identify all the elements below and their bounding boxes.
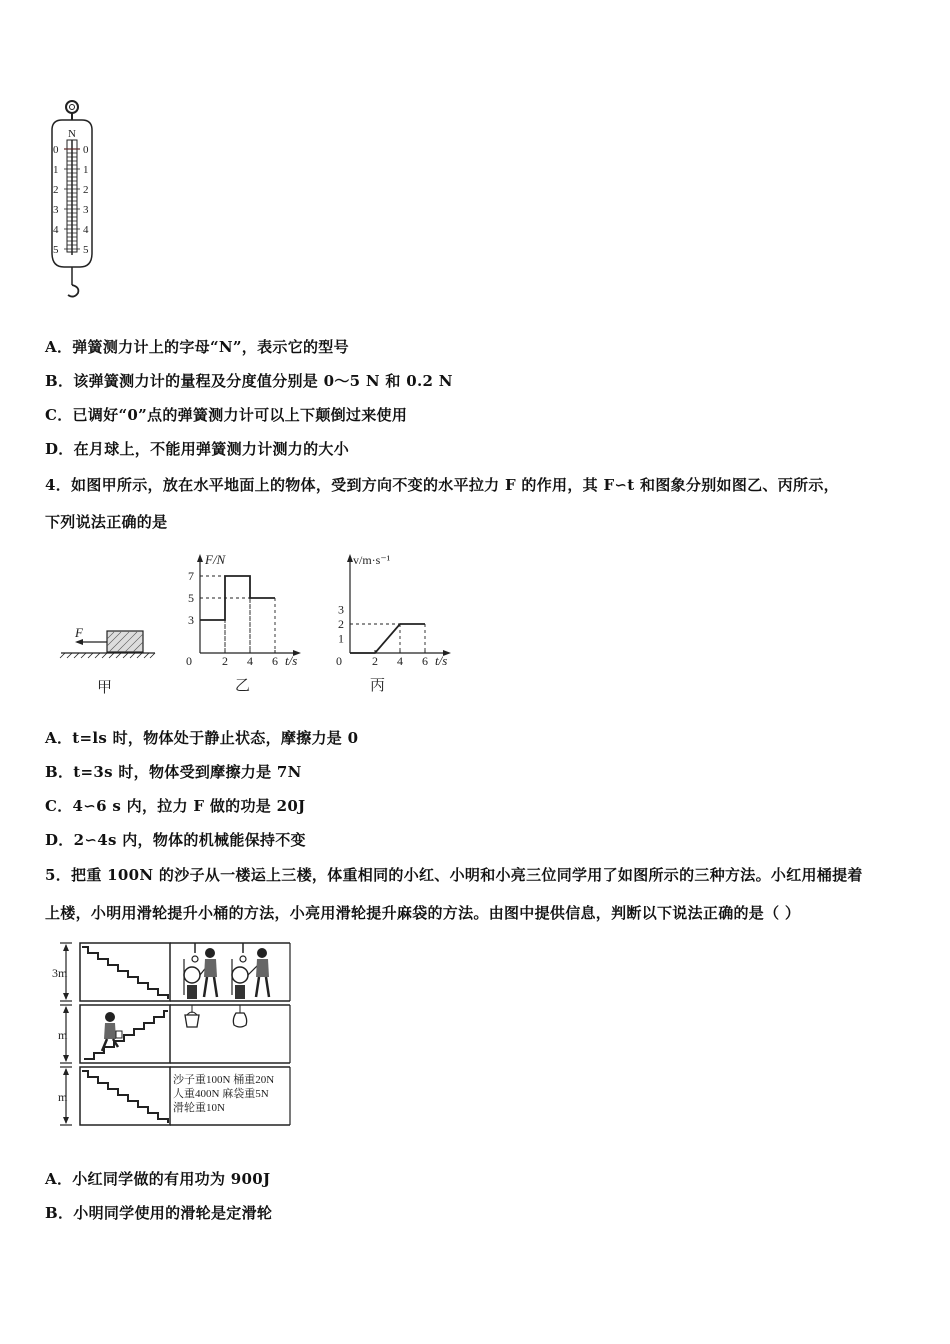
q5-figure (50, 935, 300, 1135)
fig-jia-caption: 甲 (97, 680, 113, 696)
q4-stem-line1: 4．如图甲所示，放在水平地面上的物体，受到方向不变的水平拉力 F 的作用，其 F∽t 和图象分别如图乙、丙所示， (45, 476, 839, 494)
q3-option-d: D．在月球上，不能用弹簧测力计测力的大小 (45, 440, 350, 458)
q5-stem-line2: 上楼，小明用滑轮提升小桶的方法，小亮用滑轮提升麻袋的方法。由图中提供信息，判断以下说法正确的是（ ） (45, 904, 801, 922)
q3-option-a: A．弹簧测力计上的字母“N”，表示它的型号 (45, 338, 349, 356)
q5-info-line-3: 滑轮重10N (173, 1102, 225, 1114)
chart-bing-xtick-2: 2 (372, 654, 378, 668)
chart-bing-series-0 (350, 624, 425, 653)
q4-option-c: C．4∽6 s 内，拉力 F 做的功是 20J (45, 797, 306, 815)
scale-tick-left-0: 0 (53, 144, 59, 156)
scale-tick-left-4: 4 (53, 224, 59, 236)
fig-jia-force-label: F (75, 625, 83, 640)
scale-tick-left-1: 1 (53, 164, 59, 176)
q4-option-d: D．2∽4s 内，物体的机械能保持不变 (45, 831, 306, 849)
scale-tick-right-1: 1 (83, 164, 89, 176)
scale-tick-right-5: 5 (83, 244, 89, 256)
chart-bing-origin-tick: 0 (336, 654, 342, 668)
q5-option-b: B．小明同学使用的滑轮是定滑轮 (45, 1204, 273, 1222)
chart-bing-ytick-2: 2 (338, 617, 344, 631)
chart-bing-xtick-6: 6 (422, 654, 428, 668)
chart-yi-ytick-7: 7 (188, 569, 194, 583)
chart-bing (325, 548, 465, 703)
q4-option-a: A．t=ls 时，物体处于静止状态，摩擦力是 0 (45, 729, 359, 747)
q3-option-c: C．已调好“0”点的弹簧测力计可以上下颠倒过来使用 (45, 406, 408, 424)
q4-stem-line2: 下列说法正确的是 (45, 513, 168, 531)
q5-option-a: A．小红同学做的有用功为 900J (45, 1170, 271, 1188)
q5-info-line-1: 沙子重100N 桶重20N (173, 1074, 275, 1086)
chart-bing-ytick-1: 1 (338, 631, 344, 646)
scale-tick-right-4: 4 (83, 224, 89, 236)
q5-height-label-1: 3m (52, 966, 68, 980)
q5-stem-line1: 5．把重 100N 的沙子从一楼运上三楼，体重相同的小红、小明和小亮三位同学用了如图所示的三种方法。小红用桶提着 (45, 866, 863, 884)
q4-option-b: B．t=3s 时，物体受到摩擦力是 7N (45, 763, 302, 781)
chart-yi-xlabel: t/s (285, 653, 298, 668)
scale-tick-right-2: 2 (83, 184, 89, 196)
q5-height-label-2: m (58, 1028, 68, 1042)
chart-bing-ylabel: v/m·s⁻¹ (353, 553, 391, 567)
scale-tick-left-5: 5 (53, 244, 59, 256)
chart-yi (175, 548, 315, 703)
chart-yi-caption: 乙 (235, 678, 251, 694)
q5-info-line-2: 人重400N 麻袋重5N (173, 1088, 269, 1100)
scale-unit-label: N (68, 128, 76, 140)
chart-yi-ytick-5: 5 (188, 591, 194, 605)
spring-scale-figure (40, 95, 110, 305)
chart-bing-ytick-3: 3 (338, 602, 344, 617)
scale-tick-right-3: 3 (83, 204, 89, 216)
scale-tick-right-0: 0 (83, 144, 89, 156)
chart-bing-xlabel: t/s (435, 653, 448, 668)
chart-bing-xtick-4: 4 (397, 654, 403, 668)
q5-height-label-3: m (58, 1090, 68, 1104)
chart-yi-xtick-6: 6 (272, 654, 278, 668)
chart-yi-xtick-2: 2 (222, 654, 228, 668)
scale-tick-left-3: 3 (53, 204, 59, 216)
chart-yi-ytick-3: 3 (188, 613, 194, 627)
chart-yi-xtick-4: 4 (247, 654, 253, 668)
fig-jia (55, 615, 165, 700)
chart-yi-origin-tick: 0 (186, 654, 192, 668)
chart-bing-caption: 丙 (370, 678, 386, 694)
scale-tick-left-2: 2 (53, 184, 59, 196)
q3-option-b: B．该弹簧测力计的量程及分度值分别是 0～5 N 和 0.2 N (45, 372, 453, 390)
chart-yi-ylabel: F/N (205, 552, 226, 567)
